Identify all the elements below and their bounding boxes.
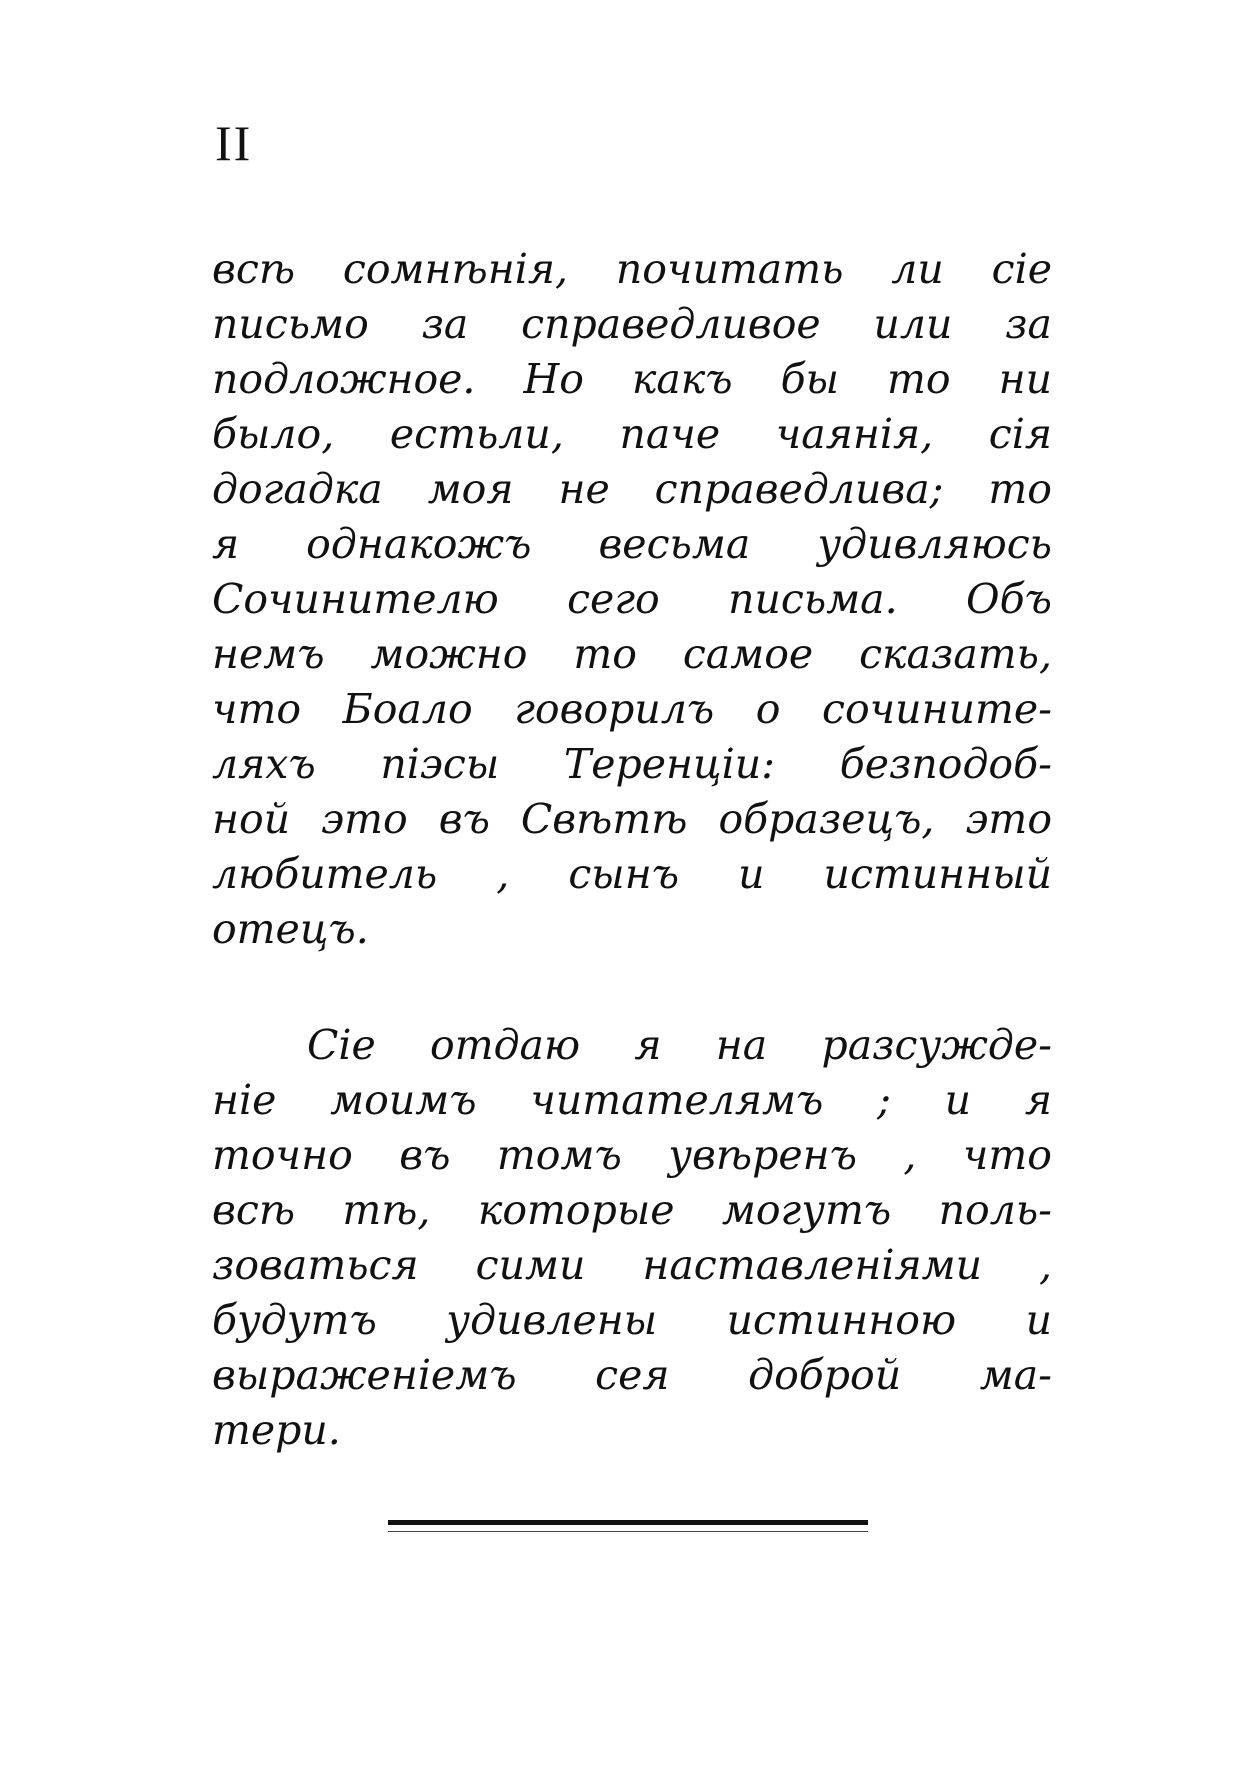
text-line: Сочинителю сего письма. Объ: [212, 575, 1052, 623]
text-line: выраженіемъ сея доброй ма-: [212, 1351, 1052, 1399]
text-line: что Боало говорилъ о сочините-: [212, 685, 1052, 733]
text-line: было, естьли, паче чаянія, сія: [212, 410, 1052, 458]
text-line: точно въ томъ увѣренъ , что: [212, 1131, 1052, 1179]
text-line: любитель , сынъ и истинный: [212, 850, 1052, 898]
text-line: зоваться сими наставленіями ,: [212, 1241, 1052, 1289]
text-line: письмо за справедливое или за: [212, 300, 1052, 348]
text-line: тери.: [212, 1406, 341, 1454]
text-line: подложное. Но какъ бы то ни: [212, 355, 1052, 403]
text-line: всѣ сомнѣнія, почитать ли сіе: [212, 245, 1052, 293]
text-line: ніе моимъ читателямъ ; и я: [212, 1076, 1052, 1124]
text-line: Сіе отдаю я на разсужде-: [307, 1021, 1052, 1069]
text-line: я однакожъ весьма удивляюсь: [212, 520, 1052, 568]
text-line: всѣ тѣ, которые могутъ поль-: [212, 1186, 1052, 1234]
text-line: отецъ.: [212, 905, 369, 953]
text-line: будутъ удивлены истинною и: [212, 1296, 1052, 1344]
closing-rule: [388, 1520, 868, 1525]
text-line: ной это въ Свѣтѣ образецъ, это: [212, 795, 1052, 843]
text-line: немъ можно то самое сказать,: [212, 630, 1052, 678]
paragraph-1: [212, 242, 1052, 957]
page-number: II: [215, 115, 253, 171]
text-line: догадка моя не справедлива; то: [212, 465, 1052, 513]
closing-rule-thin: [388, 1531, 868, 1532]
text-line: ляхъ піэсы Теренціи: безподоб-: [212, 740, 1052, 788]
paragraph-2: [212, 1018, 1052, 1458]
